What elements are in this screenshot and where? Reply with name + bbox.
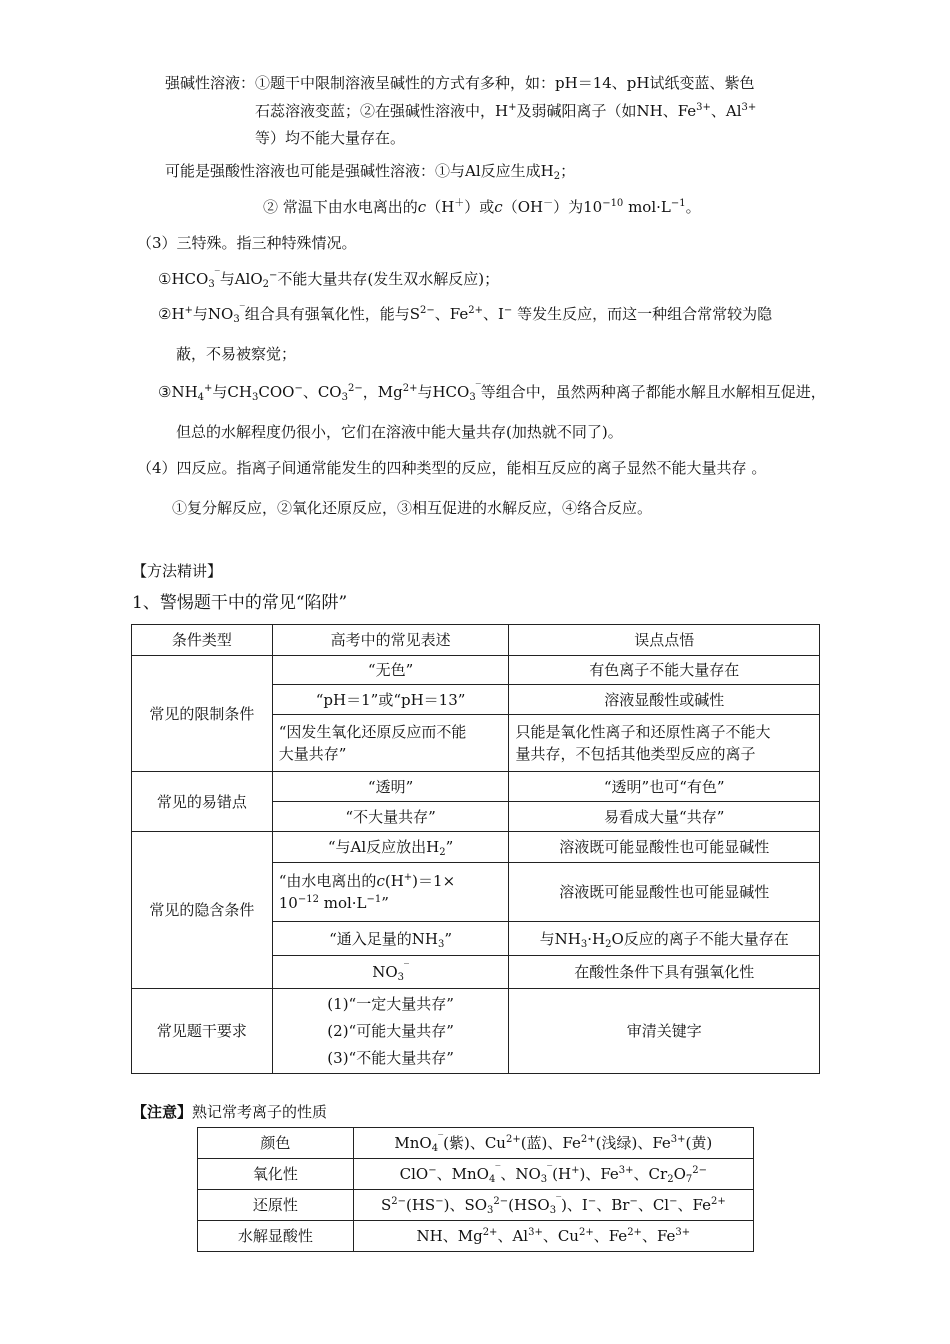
strong-base-label: 强碱性溶液：①题干中限制溶液呈碱性的方式有多种，如：pH＝14、pH试纸变蓝、紫色	[165, 74, 755, 92]
table-cell: (1)“一定大量共存” (2)“可能大量共存” (3)“不能大量共存”	[272, 989, 509, 1074]
either-line2: ② 常温下由水电离出的c（H＋）或c（OH－）为$10^{-10}$ $mol\cdot L^{-1}$。	[263, 198, 701, 216]
table-cell: 审清关键字	[509, 989, 820, 1074]
header-pitfall-note: 误点点悟	[509, 625, 820, 656]
label-color: 颜色	[198, 1128, 354, 1159]
ion-property-table	[197, 1127, 754, 1252]
strong-base-line2: 石蕊溶液变蓝；②在强碱性溶液中，H+及弱碱阳离子（如NH、$Fe^{3+}$、$Al^{3+}$	[255, 102, 757, 120]
table-cell: 溶液既可能显酸性也可能显碱性	[509, 832, 820, 863]
section3-title: （3）三特殊。指三种特殊情况。	[137, 234, 357, 252]
table-cell: 在酸性条件下具有强氧化性	[509, 956, 820, 989]
label-hydrolysis-acidic: 水解显酸性	[198, 1221, 354, 1252]
table-cell: “不大量共存”	[272, 802, 509, 832]
table-cell: 溶液显酸性或碱性	[509, 685, 820, 715]
table-cell: ClO−、MnO$_4$‾、$NO_3^‾(H^+)$、$Fe^{3+}$、$Cr_2O_7^{2-}$	[353, 1159, 753, 1190]
table-cell: 与$NH_3\cdot H_2O$反应的离子不能大量存在	[509, 922, 820, 956]
table-cell: “通入足量的$NH_3$”	[272, 922, 509, 956]
table-cell: “透明”也可“有色”	[509, 772, 820, 802]
either-line1: 可能是强酸性溶液也可能是强碱性溶液：①与Al反应生成$H_2$；	[165, 162, 576, 182]
trap-table	[131, 624, 820, 1074]
table-cell: $S^{2-}(HS^-)$、$SO_3^{2-}(HSO_3^‾)$、I−、Br−、Cl−、$Fe^{2+}$	[353, 1190, 753, 1221]
strong-base-line3: 等）均不能大量存在。	[255, 129, 406, 147]
section4-title: （4）四反应。指离子间通常能发生的四种类型的反应，能相互反应的离子显然不能大量共存 。	[137, 459, 767, 477]
table-cell: MnO$_4$‾(紫)、$Cu^{2+}$(蓝)、$Fe^{2+}$(浅绿)、$Fe^{3+}$(黄)	[353, 1128, 753, 1159]
table-cell: “与Al反应放出$H_2$”	[272, 832, 509, 863]
table-cell: 溶液既可能显酸性也可能显碱性	[509, 863, 820, 922]
table-cell: “透明”	[272, 772, 509, 802]
table-cell: 易看成大量“共存”	[509, 802, 820, 832]
group-restriction: 常见的限制条件	[132, 656, 273, 772]
header-condition-type: 条件类型	[132, 625, 273, 656]
section4-items: ①复分解反应，②氧化还原反应，③相互促进的水解反应，④络合反应。	[172, 499, 653, 517]
header-common-phrasing: 高考中的常见表述	[272, 625, 509, 656]
group-implied: 常见的隐含条件	[132, 832, 273, 989]
label-oxidizing: 氧化性	[198, 1159, 354, 1190]
label-reducing: 还原性	[198, 1190, 354, 1221]
table-cell: 只能是氧化性离子和还原性离子不能大 量共存，不包括其他类型反应的离子	[509, 715, 820, 772]
group-error-prone: 常见的易错点	[132, 772, 273, 832]
method-heading: 1、警惕题干中的常见“陷阱”	[132, 593, 348, 613]
group-requirement: 常见题干要求	[132, 989, 273, 1074]
note-heading: 【注意】熟记常考离子的性质	[132, 1103, 328, 1121]
table-cell: NH、$Mg^{2+}$、$Al^{3+}$、$Cu^{2+}$、$Fe^{2+}$、$Fe^{3+}$	[353, 1221, 753, 1252]
method-header: 【方法精讲】	[132, 562, 223, 580]
section3-item2-line2: 蔽，不易被察觉；	[176, 345, 297, 363]
table-cell: “无色”	[272, 656, 509, 685]
table-cell: “因发生氧化还原反应而不能 大量共存”	[272, 715, 509, 772]
section3-item3-line2: 但总的水解程度仍很小，它们在溶液中能大量共存(加热就不同了)。	[176, 423, 623, 441]
section3-item3: $③NH_4^+$与$CH_3COO^-$、$CO_3^{2-}$，$Mg^{2+}$与$HCO_3^‾$等组合中，虽然两种离子都能水解且水解相互促进，	[158, 383, 826, 403]
table-cell: $NO_3^‾$	[272, 956, 509, 989]
table-cell: 有色离子不能大量存在	[509, 656, 820, 685]
table-cell: “pH＝1”或“pH＝13”	[272, 685, 509, 715]
strong-base-line1: ①题干中限制溶液呈碱性的方式有多种，如：pH＝14、pH试纸变蓝、紫色	[255, 74, 755, 92]
table-cell: “由水电离出的c(H+)＝1× $10^{-12}$ $mol\cdot L^{-1}$”	[272, 863, 509, 922]
section3-item1: $①HCO_3^‾$与AlO$_2$−不能大量共存(发生双水解反应)；	[158, 270, 500, 290]
section3-item2: ②H+与$NO_3^‾$组合具有强氧化性，能与$S^{2-}$、$Fe^{2+}$、I− 等发生反应，而这一种组合常常较为隐	[158, 305, 773, 325]
